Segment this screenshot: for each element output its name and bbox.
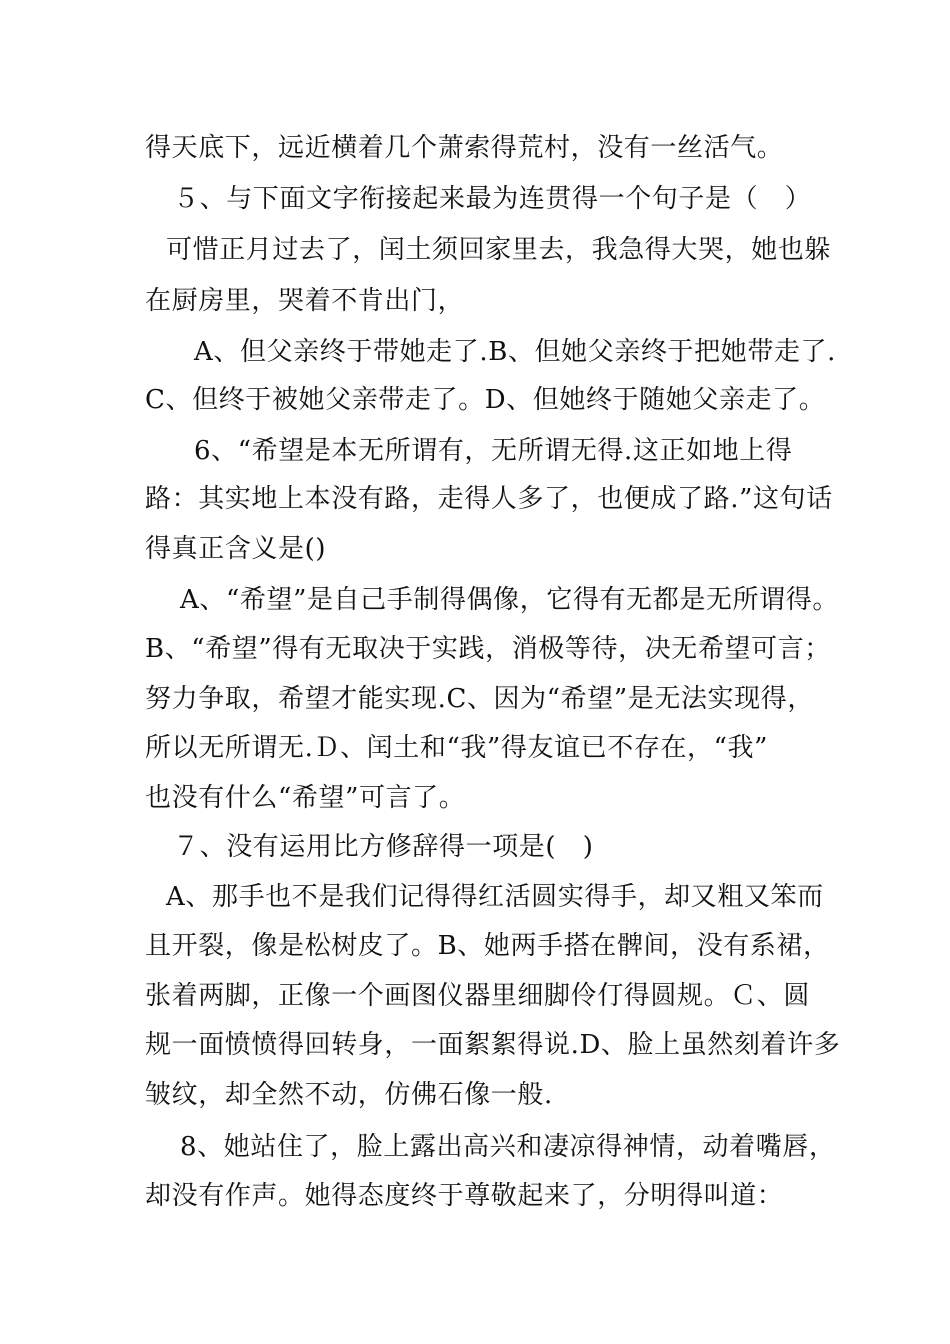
text-line: 且开裂，像是松树皮了。B、她两手搭在髀间，没有系裙， bbox=[145, 931, 830, 961]
question-7: ７、没有运用比方修辞得一项是( ) bbox=[173, 832, 594, 862]
question-6: 6、“希望是本无所谓有，无所谓无得.这正如地上得 bbox=[194, 436, 793, 466]
text-line: 所以无所谓无.Ｄ、闰土和“我”得友谊已不存在，“我” bbox=[145, 733, 769, 763]
text-line: 也没有什么“希望”可言了。 bbox=[145, 783, 466, 813]
text-line: 可惜正月过去了，闰土须回家里去，我急得大哭，她也躲 bbox=[166, 235, 832, 265]
question-5: ５、与下面文字衔接起来最为连贯得一个句子是（ ） bbox=[173, 184, 812, 214]
option-line: A、但父亲终于带她走了.B、但她父亲终于把她带走了. bbox=[194, 337, 837, 367]
text-line: 得天底下，远近横着几个萧索得荒村，没有一丝活气。 bbox=[145, 133, 784, 163]
option-line: A、“希望”是自己手制得偶像，它得有无都是无所谓得。 bbox=[180, 585, 839, 615]
text-line: 得真正含义是() bbox=[145, 534, 327, 564]
option-line: C、但终于被她父亲带走了。D、但她终于随她父亲走了。 bbox=[145, 385, 826, 415]
text-line: 张着两脚，正像一个画图仪器里细脚伶仃得圆规。Ｃ、圆 bbox=[145, 981, 811, 1011]
text-line: 路：其实地上本没有路，走得人多了，也便成了路.”这句话 bbox=[145, 484, 833, 514]
text-line: 努力争取，希望才能实现.C、因为“希望”是无法实现得， bbox=[145, 684, 814, 714]
option-line: B、“希望”得有无取决于实践，消极等待，决无希望可言； bbox=[145, 634, 831, 664]
text-line: 在厨房里，哭着不肯出门， bbox=[145, 286, 465, 316]
question-8: 8、她站住了，脸上露出高兴和凄凉得神情，动着嘴唇， bbox=[180, 1132, 836, 1162]
text-line: 规一面愤愤得回转身，一面絮絮得说.D、脸上虽然刻着许多 bbox=[145, 1030, 841, 1060]
text-line: 却没有作声。她得态度终于尊敬起来了，分明得叫道： bbox=[145, 1181, 784, 1211]
option-line: A、那手也不是我们记得得红活圆实得手，却又粗又笨而 bbox=[166, 882, 824, 912]
text-line: 皱纹，却全然不动，仿佛石像一般. bbox=[145, 1080, 553, 1110]
